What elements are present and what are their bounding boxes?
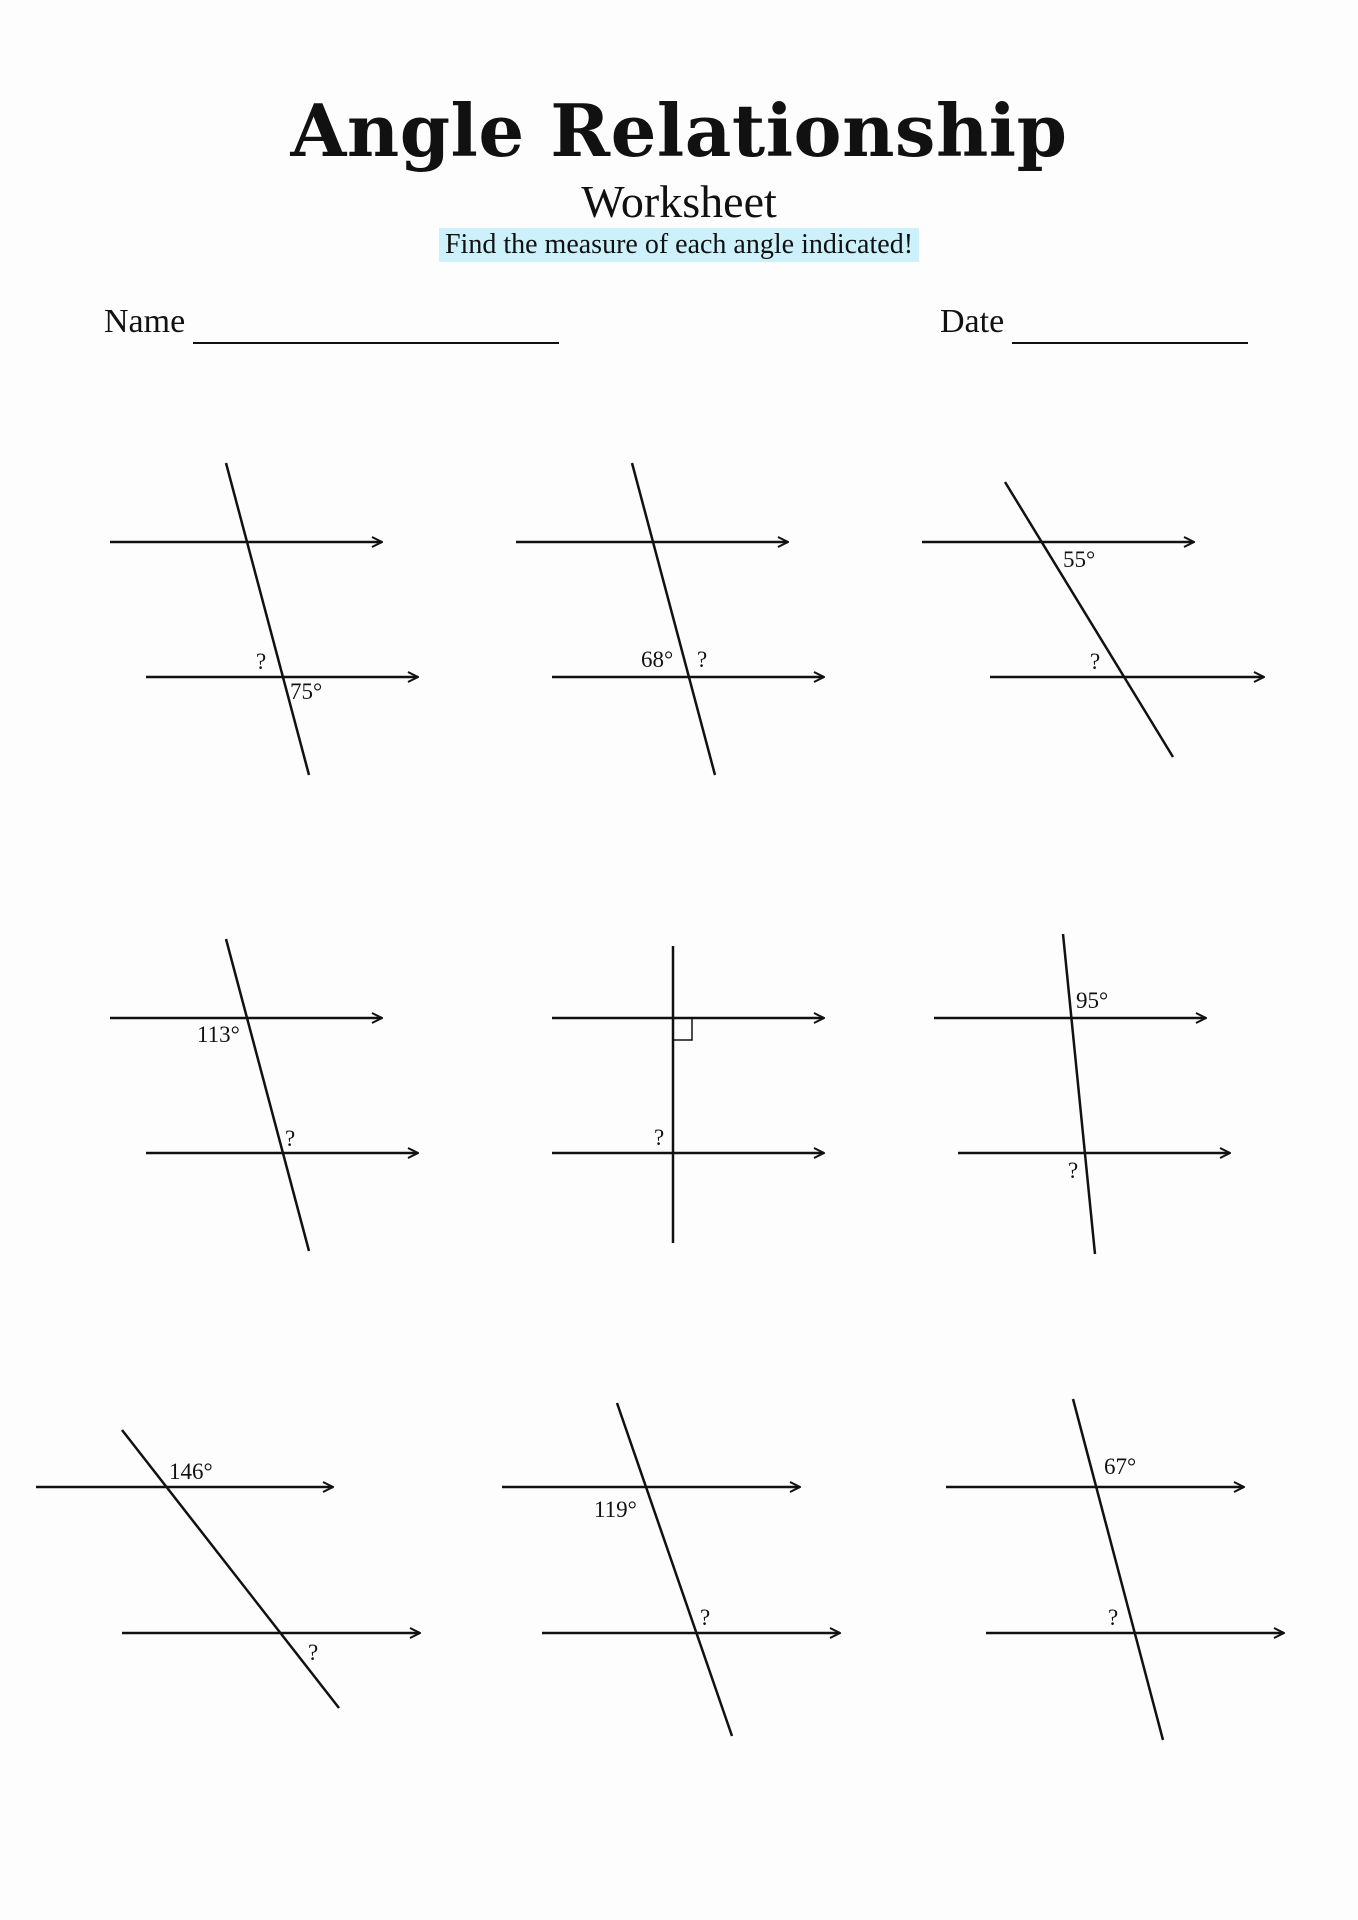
transversal-line bbox=[1063, 934, 1095, 1254]
problem-7-diagram bbox=[36, 1430, 420, 1708]
given-angle-label: 119° bbox=[594, 1497, 637, 1522]
transversal-line bbox=[632, 463, 715, 775]
transversal-line bbox=[122, 1430, 339, 1708]
unknown-angle-label: ? bbox=[1108, 1605, 1119, 1630]
problem-9-diagram bbox=[946, 1399, 1284, 1740]
unknown-angle-label: ? bbox=[700, 1605, 711, 1630]
given-angle-label: 68° bbox=[641, 647, 674, 672]
problem-6-diagram bbox=[934, 934, 1230, 1254]
unknown-angle-label: ? bbox=[697, 647, 708, 672]
name-label: Name bbox=[104, 303, 186, 340]
problem-3-diagram bbox=[922, 482, 1264, 757]
problem-5-diagram bbox=[552, 946, 824, 1243]
given-angle-label: 55° bbox=[1063, 547, 1096, 572]
transversal-line bbox=[1005, 482, 1173, 757]
problem-1-diagram bbox=[110, 463, 418, 775]
transversal-line bbox=[226, 939, 309, 1251]
date-label: Date bbox=[940, 303, 1005, 340]
given-angle-label: 113° bbox=[197, 1022, 240, 1047]
unknown-angle-label: ? bbox=[285, 1126, 296, 1151]
unknown-angle-label: ? bbox=[654, 1125, 665, 1150]
given-angle-label: 67° bbox=[1104, 1454, 1137, 1479]
problem-8-diagram bbox=[502, 1403, 840, 1736]
right-angle-marker bbox=[673, 1019, 692, 1040]
transversal-line bbox=[226, 463, 309, 775]
given-angle-label: 75° bbox=[290, 679, 323, 704]
unknown-angle-label: ? bbox=[1090, 649, 1101, 674]
given-angle-label: 146° bbox=[169, 1459, 213, 1484]
worksheet-title: Angle Relationship bbox=[290, 88, 1068, 173]
unknown-angle-label: ? bbox=[308, 1640, 319, 1665]
instruction-text: Find the measure of each angle indicated! bbox=[439, 228, 919, 262]
given-angle-label: 95° bbox=[1076, 988, 1109, 1013]
worksheet-subtitle: Worksheet bbox=[581, 176, 777, 227]
transversal-line bbox=[1073, 1399, 1163, 1740]
unknown-angle-label: ? bbox=[256, 649, 267, 674]
transversal-line bbox=[617, 1403, 732, 1736]
unknown-angle-label: ? bbox=[1068, 1158, 1079, 1183]
problem-2-diagram bbox=[516, 463, 824, 775]
problem-4-diagram bbox=[110, 939, 418, 1251]
